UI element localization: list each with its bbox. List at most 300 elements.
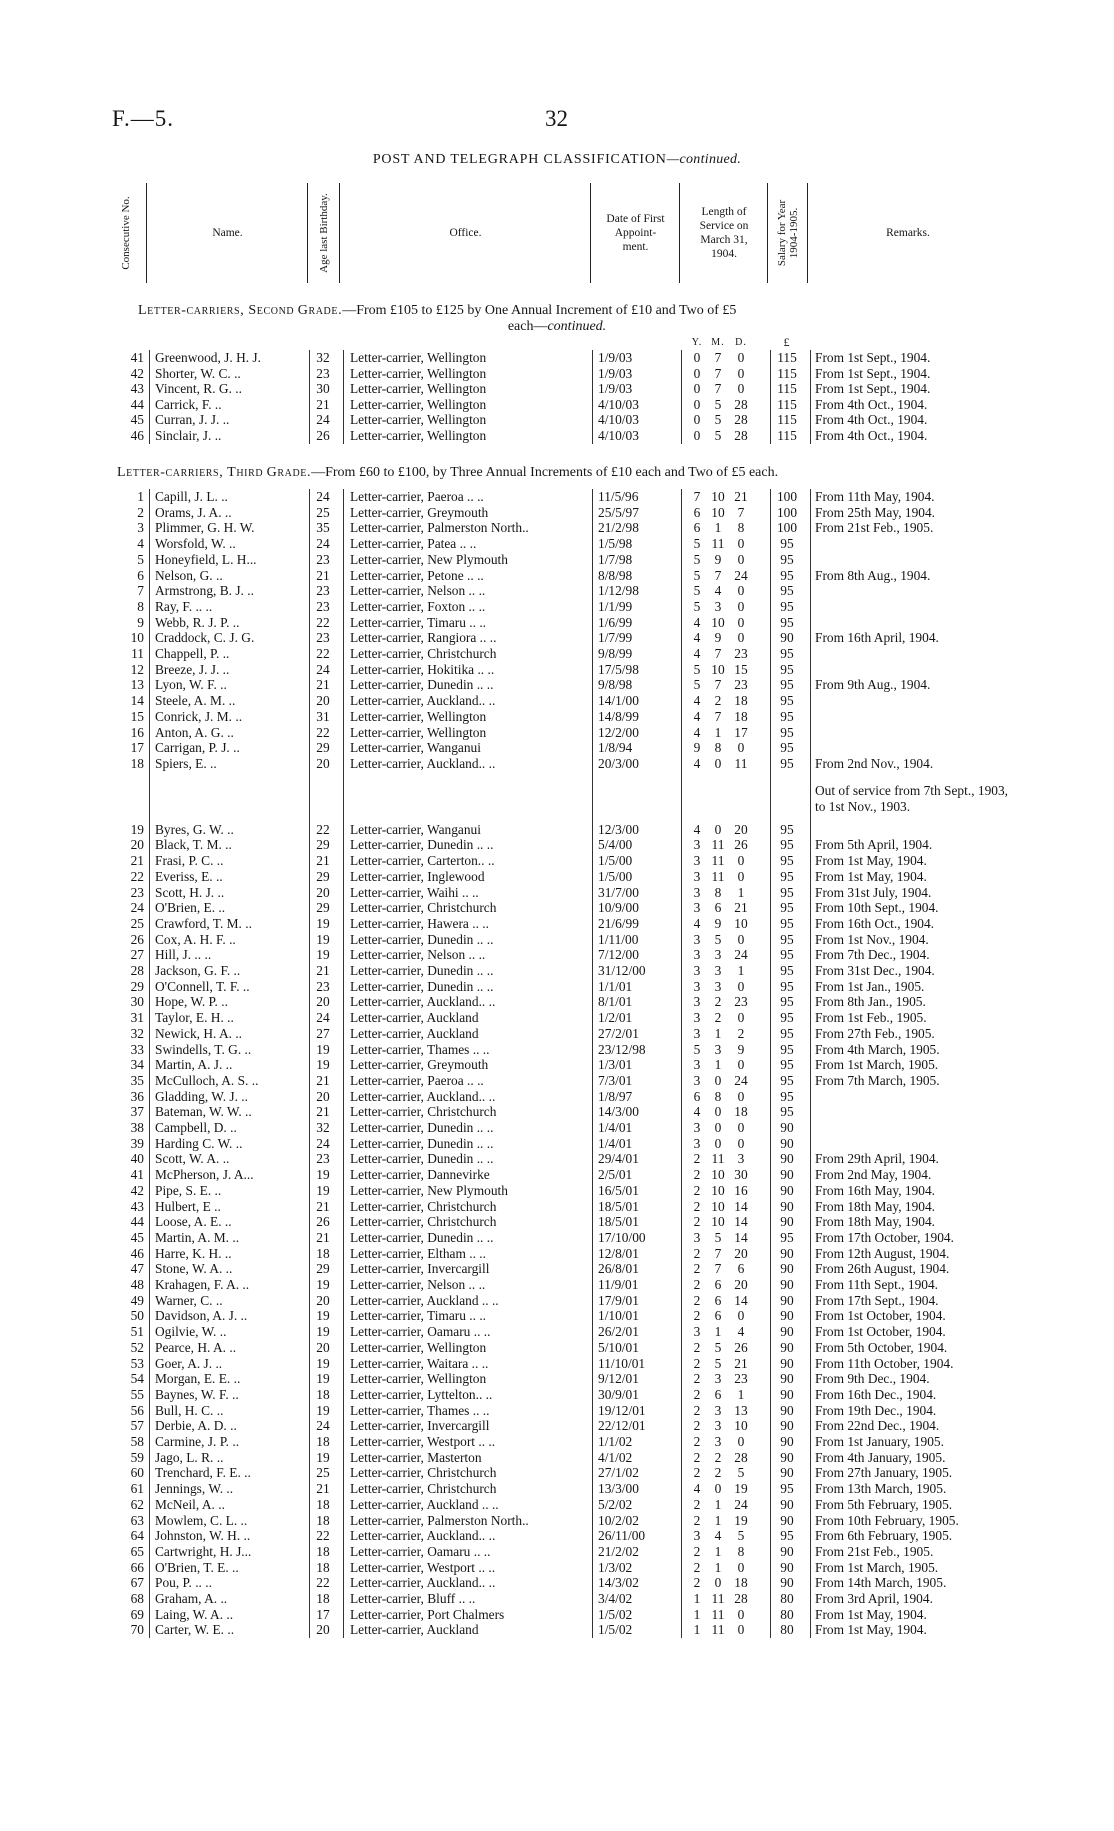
cell-remarks: From 8th Jan., 1905. bbox=[815, 994, 926, 1010]
cell-salary: 100 bbox=[776, 504, 798, 520]
cell-age: 19 bbox=[316, 947, 330, 963]
cell-months: 10 bbox=[711, 489, 725, 504]
cell-months: 8 bbox=[714, 884, 722, 900]
cell-name: O'Connell, T. F. .. bbox=[155, 978, 250, 994]
cell-date: 25/5/97 bbox=[598, 504, 639, 520]
cell-months: 7 bbox=[714, 365, 722, 381]
table-row bbox=[0, 1042, 1114, 1058]
cell-consecutive-no: 16 bbox=[130, 724, 144, 740]
cell-name: Derbie, A. D. .. bbox=[155, 1418, 237, 1434]
cell-days: 17 bbox=[734, 724, 748, 740]
column-rule bbox=[592, 489, 593, 1638]
cell-years: 3 bbox=[693, 963, 701, 978]
table-row bbox=[0, 1010, 1114, 1026]
cell-name: Scott, W. A. .. bbox=[155, 1151, 230, 1167]
cell-years: 5 bbox=[693, 677, 701, 693]
cell-office: Letter-carrier, Hokitika .. .. bbox=[350, 661, 495, 677]
cell-office: Letter-carrier, Wellington bbox=[350, 1371, 487, 1387]
cell-consecutive-no: 3 bbox=[137, 520, 144, 536]
column-rule bbox=[810, 489, 811, 1638]
cell-months: 0 bbox=[714, 1104, 722, 1120]
cell-months: 9 bbox=[714, 551, 722, 567]
cell-months: 8 bbox=[714, 740, 722, 756]
cell-office: Letter-carrier, Christchurch bbox=[350, 900, 497, 916]
cell-age: 31 bbox=[316, 708, 330, 724]
cell-months: 7 bbox=[714, 350, 722, 365]
cell-salary: 90 bbox=[780, 1135, 794, 1151]
cell-months: 6 bbox=[714, 1308, 722, 1324]
cell-name: Scott, H. J. .. bbox=[155, 884, 225, 900]
cell-date: 14/1/00 bbox=[598, 693, 639, 709]
cell-days: 23 bbox=[734, 646, 748, 661]
cell-age: 18 bbox=[316, 1559, 330, 1575]
cell-days: 0 bbox=[737, 583, 745, 599]
cell-days: 15 bbox=[734, 661, 748, 677]
cell-date: 5/4/00 bbox=[598, 837, 633, 853]
cell-salary: 95 bbox=[780, 740, 794, 756]
cell-months: 11 bbox=[711, 837, 725, 853]
cell-remarks: From 31st Dec., 1904. bbox=[815, 963, 935, 978]
cell-months: 2 bbox=[714, 693, 722, 709]
cell-years: 1 bbox=[693, 1606, 701, 1622]
cell-remarks: From 6th February, 1905. bbox=[815, 1528, 953, 1544]
cell-consecutive-no: 42 bbox=[130, 1182, 144, 1198]
cell-days: 28 bbox=[734, 428, 748, 443]
cell-office: Letter-carrier, Wellington bbox=[350, 1339, 487, 1355]
cell-name: Bull, H. C. .. bbox=[155, 1402, 224, 1418]
cell-days: 16 bbox=[734, 1182, 748, 1198]
unit-pounds: £ bbox=[783, 335, 791, 349]
cell-years: 6 bbox=[693, 1088, 701, 1104]
cell-years: 5 bbox=[693, 567, 701, 583]
cell-office: Letter-carrier, Dunedin .. .. bbox=[350, 677, 494, 693]
cell-name: Graham, A. .. bbox=[155, 1591, 228, 1606]
cell-remarks: From 1st May, 1904. bbox=[815, 868, 927, 884]
cell-office: Letter-carrier, Timaru .. .. bbox=[350, 614, 487, 630]
cell-name: Carrigan, P. J. .. bbox=[155, 740, 240, 756]
cell-years: 2 bbox=[693, 1559, 701, 1575]
cell-date: 31/12/00 bbox=[598, 963, 646, 978]
cell-years: 4 bbox=[693, 755, 701, 771]
table-row bbox=[0, 583, 1114, 599]
table-row bbox=[0, 1120, 1114, 1136]
cell-consecutive-no: 13 bbox=[130, 677, 144, 693]
cell-days: 0 bbox=[737, 350, 745, 365]
cell-years: 3 bbox=[693, 884, 701, 900]
cell-date: 8/8/98 bbox=[598, 567, 633, 583]
column-rule bbox=[592, 350, 593, 444]
cell-consecutive-no: 25 bbox=[130, 915, 144, 931]
cell-salary: 95 bbox=[780, 693, 794, 709]
cell-months: 1 bbox=[714, 1543, 722, 1559]
table-row bbox=[0, 397, 1114, 413]
cell-date: 9/12/01 bbox=[598, 1371, 639, 1387]
cell-age: 21 bbox=[316, 567, 330, 583]
cell-name: Anton, A. G. .. bbox=[155, 724, 234, 740]
cell-years: 2 bbox=[693, 1449, 701, 1465]
cell-office: Letter-carrier, Wellington bbox=[350, 708, 487, 724]
cell-date: 9/8/98 bbox=[598, 677, 633, 693]
cell-office: Letter-carrier, Wellington bbox=[350, 412, 487, 428]
cell-months: 7 bbox=[714, 708, 722, 724]
cell-salary: 95 bbox=[780, 583, 794, 599]
cell-salary: 90 bbox=[780, 1512, 794, 1528]
table-row bbox=[0, 1513, 1114, 1529]
cell-years: 3 bbox=[693, 978, 701, 994]
cell-age: 19 bbox=[316, 1402, 330, 1418]
cell-days: 28 bbox=[734, 412, 748, 428]
column-rule bbox=[770, 489, 771, 1638]
cell-months: 0 bbox=[714, 1481, 722, 1497]
cell-name: McNeil, A. .. bbox=[155, 1496, 225, 1512]
table-row bbox=[0, 1073, 1114, 1089]
cell-consecutive-no: 44 bbox=[130, 1214, 144, 1230]
cell-days: 7 bbox=[737, 504, 745, 520]
cell-age: 23 bbox=[316, 598, 330, 614]
table-row bbox=[0, 505, 1114, 521]
cell-consecutive-no: 20 bbox=[130, 837, 144, 853]
cell-date: 1/9/03 bbox=[598, 350, 633, 365]
cell-office: Letter-carrier, Dunedin .. .. bbox=[350, 1135, 494, 1151]
cell-office: Letter-carrier, Bluff .. .. bbox=[350, 1591, 476, 1606]
cell-date: 19/12/01 bbox=[598, 1402, 646, 1418]
cell-days: 0 bbox=[737, 1606, 745, 1622]
cell-salary: 95 bbox=[780, 598, 794, 614]
cell-salary: 90 bbox=[780, 1214, 794, 1230]
table-row bbox=[0, 1026, 1114, 1042]
cell-salary: 95 bbox=[780, 1104, 794, 1120]
cell-years: 5 bbox=[693, 536, 701, 552]
cell-age: 24 bbox=[316, 536, 330, 552]
cell-remarks: From 5th April, 1904. bbox=[815, 837, 933, 853]
cell-office: Letter-carrier, Rangiora .. .. bbox=[350, 630, 497, 646]
cell-office: Letter-carrier, Christchurch bbox=[350, 1481, 497, 1497]
cell-years: 3 bbox=[693, 1135, 701, 1151]
header-date bbox=[590, 183, 680, 283]
cell-remarks: From 27th January, 1905. bbox=[815, 1465, 953, 1481]
cell-date: 11/5/96 bbox=[598, 489, 639, 504]
cell-date: 4/10/03 bbox=[598, 428, 639, 443]
header-date-label: Date of First Appoint-ment. bbox=[606, 213, 665, 253]
cell-name: Laing, W. A. .. bbox=[155, 1606, 234, 1622]
cell-office: Letter-carrier, Carterton.. .. bbox=[350, 853, 495, 869]
cell-months: 3 bbox=[714, 1418, 722, 1434]
cell-name: Goer, A. J. .. bbox=[155, 1355, 223, 1371]
cell-consecutive-no: 43 bbox=[130, 1198, 144, 1214]
cell-date: 21/6/99 bbox=[598, 915, 639, 931]
cell-date: 17/5/98 bbox=[598, 661, 639, 677]
cell-date: 14/3/00 bbox=[598, 1104, 639, 1120]
cell-age: 18 bbox=[316, 1543, 330, 1559]
cell-age: 22 bbox=[316, 1575, 330, 1591]
table-row bbox=[0, 1544, 1114, 1560]
cell-months: 11 bbox=[711, 1151, 725, 1167]
cell-years: 2 bbox=[693, 1402, 701, 1418]
cell-years: 1 bbox=[693, 1591, 701, 1606]
cell-name: Morgan, E. E. .. bbox=[155, 1371, 241, 1387]
cell-salary: 90 bbox=[780, 1339, 794, 1355]
cell-salary: 95 bbox=[780, 1528, 794, 1544]
cell-remarks: From 14th March, 1905. bbox=[815, 1575, 947, 1591]
cell-days: 30 bbox=[734, 1167, 748, 1183]
cell-salary: 90 bbox=[780, 1449, 794, 1465]
cell-months: 5 bbox=[714, 1355, 722, 1371]
cell-name: Curran, J. J. .. bbox=[155, 412, 230, 428]
cell-days: 26 bbox=[734, 1339, 748, 1355]
cell-office: Letter-carrier, Auckland bbox=[350, 1622, 479, 1638]
cell-age: 21 bbox=[316, 677, 330, 693]
cell-years: 4 bbox=[693, 646, 701, 661]
cell-name: Plimmer, G. H. W. bbox=[155, 520, 255, 536]
cell-name: Hill, J. .. .. bbox=[155, 947, 212, 963]
table-row bbox=[0, 1575, 1114, 1591]
cell-consecutive-no: 7 bbox=[137, 583, 144, 599]
cell-age: 27 bbox=[316, 1025, 330, 1041]
cell-office: Letter-carrier, Dunedin .. .. bbox=[350, 1120, 494, 1135]
cell-days: 0 bbox=[737, 365, 745, 381]
cell-salary: 90 bbox=[780, 1543, 794, 1559]
cell-office: Letter-carrier, Auckland bbox=[350, 1025, 479, 1041]
cell-remarks: From 5th October, 1904. bbox=[815, 1339, 948, 1355]
cell-consecutive-no: 30 bbox=[130, 994, 144, 1010]
cell-years: 2 bbox=[693, 1292, 701, 1308]
grade2-heading-grade: Grade. bbox=[297, 303, 343, 318]
cell-office: Letter-carrier, Waitara .. .. bbox=[350, 1355, 489, 1371]
cell-name: Craddock, C. J. G. bbox=[155, 630, 255, 646]
cell-salary: 90 bbox=[780, 1151, 794, 1167]
section-title-main: POST AND TELEGRAPH CLASSIFICATION bbox=[372, 152, 667, 167]
cell-years: 2 bbox=[693, 1575, 701, 1591]
cell-consecutive-no: 15 bbox=[130, 708, 144, 724]
cell-days: 0 bbox=[737, 740, 745, 756]
cell-date: 1/4/01 bbox=[598, 1135, 633, 1151]
cell-consecutive-no: 39 bbox=[130, 1135, 144, 1151]
cell-days: 2 bbox=[737, 1025, 745, 1041]
cell-remarks: From 19th Dec., 1904. bbox=[815, 1402, 937, 1418]
cell-remarks: From 25th May, 1904. bbox=[815, 504, 936, 520]
cell-salary: 95 bbox=[780, 1025, 794, 1041]
cell-salary: 90 bbox=[780, 630, 794, 646]
cell-remarks: From 1st October, 1904. bbox=[815, 1324, 946, 1340]
cell-date: 1/5/00 bbox=[598, 868, 633, 884]
cell-age: 19 bbox=[316, 1277, 330, 1292]
cell-name: Trenchard, F. E. .. bbox=[155, 1465, 251, 1481]
cell-date: 5/2/02 bbox=[598, 1496, 633, 1512]
cell-remarks: From 17th Sept., 1904. bbox=[815, 1292, 939, 1308]
cell-consecutive-no: 18 bbox=[130, 755, 144, 771]
cell-days: 5 bbox=[737, 1465, 745, 1481]
cell-age: 24 bbox=[316, 1010, 330, 1026]
cell-consecutive-no: 70 bbox=[130, 1622, 144, 1638]
cell-salary: 90 bbox=[780, 1465, 794, 1481]
table-row bbox=[0, 869, 1114, 885]
cell-date: 17/9/01 bbox=[598, 1292, 639, 1308]
cell-name: Pipe, S. E. .. bbox=[155, 1182, 222, 1198]
cell-consecutive-no: 8 bbox=[137, 598, 144, 614]
cell-years: 0 bbox=[693, 396, 701, 412]
cell-salary: 90 bbox=[780, 1292, 794, 1308]
cell-months: 2 bbox=[714, 994, 722, 1010]
cell-age: 21 bbox=[316, 1104, 330, 1120]
cell-office: Letter-carrier, Dunedin .. .. bbox=[350, 931, 494, 947]
cell-days: 6 bbox=[737, 1261, 745, 1277]
table-row bbox=[0, 1199, 1114, 1215]
table-row bbox=[0, 1324, 1114, 1340]
cell-name: McCulloch, A. S. .. bbox=[155, 1072, 259, 1088]
cell-remarks: From 4th Oct., 1904. bbox=[815, 396, 928, 412]
cell-office: Letter-carrier, Eltham .. .. bbox=[350, 1245, 487, 1261]
cell-office: Letter-carrier, Nelson .. .. bbox=[350, 1277, 486, 1292]
cell-months: 3 bbox=[714, 978, 722, 994]
cell-salary: 95 bbox=[780, 821, 794, 837]
cell-years: 0 bbox=[693, 412, 701, 428]
cell-salary: 90 bbox=[780, 1167, 794, 1183]
table-row bbox=[0, 1246, 1114, 1262]
table-row bbox=[0, 837, 1114, 853]
cell-name: Honeyfield, L. H... bbox=[155, 551, 257, 567]
table-row bbox=[0, 1230, 1114, 1246]
cell-date: 2/5/01 bbox=[598, 1167, 633, 1183]
cell-salary: 90 bbox=[780, 1182, 794, 1198]
cell-months: 0 bbox=[714, 1072, 722, 1088]
cell-age: 29 bbox=[316, 837, 330, 853]
table-row bbox=[0, 1089, 1114, 1105]
cell-days: 1 bbox=[737, 963, 745, 978]
cell-months: 5 bbox=[714, 931, 722, 947]
cell-office: Letter-carrier, Oamaru .. .. bbox=[350, 1543, 491, 1559]
cell-salary: 95 bbox=[780, 1088, 794, 1104]
cell-date: 1/1/99 bbox=[598, 598, 633, 614]
cell-remarks: From 1st Sept., 1904. bbox=[815, 381, 931, 397]
cell-years: 3 bbox=[693, 1025, 701, 1041]
cell-remarks: From 10th Sept., 1904. bbox=[815, 900, 939, 916]
cell-years: 3 bbox=[693, 1528, 701, 1544]
cell-years: 3 bbox=[693, 853, 701, 869]
cell-consecutive-no: 67 bbox=[130, 1575, 144, 1591]
cell-consecutive-no: 23 bbox=[130, 884, 144, 900]
cell-days: 14 bbox=[734, 1198, 748, 1214]
cell-consecutive-no: 28 bbox=[130, 963, 144, 978]
table-row bbox=[0, 1528, 1114, 1544]
table-row bbox=[0, 900, 1114, 916]
cell-salary: 115 bbox=[777, 365, 797, 381]
cell-name: Mowlem, C. L. .. bbox=[155, 1512, 248, 1528]
cell-age: 19 bbox=[316, 1371, 330, 1387]
cell-name: Jackson, G. F. .. bbox=[155, 963, 241, 978]
cell-days: 19 bbox=[734, 1512, 748, 1528]
cell-months: 6 bbox=[714, 1386, 722, 1402]
cell-months: 1 bbox=[714, 1324, 722, 1340]
cell-date: 26/11/00 bbox=[598, 1528, 646, 1544]
cell-salary: 115 bbox=[777, 350, 797, 365]
cell-date: 4/10/03 bbox=[598, 412, 639, 428]
cell-months: 0 bbox=[714, 1575, 722, 1591]
cell-office: Letter-carrier, Auckland.. .. bbox=[350, 755, 496, 771]
cell-months: 2 bbox=[714, 1449, 722, 1465]
cell-remarks: From 4th Oct., 1904. bbox=[815, 428, 928, 443]
cell-consecutive-no: 11 bbox=[131, 646, 144, 661]
cell-age: 23 bbox=[316, 365, 330, 381]
cell-date: 1/5/00 bbox=[598, 853, 633, 869]
column-rule bbox=[149, 489, 150, 1638]
cell-remarks: From 1st October, 1904. bbox=[815, 1308, 946, 1324]
cell-years: 2 bbox=[693, 1277, 701, 1292]
header-name-label: Name. bbox=[212, 227, 243, 239]
cell-days: 21 bbox=[734, 900, 748, 916]
column-rule bbox=[309, 350, 310, 444]
cell-date: 1/9/03 bbox=[598, 365, 633, 381]
cell-office: Letter-carrier, Greymouth bbox=[350, 1057, 489, 1073]
header-remarks-label: Remarks. bbox=[886, 227, 930, 239]
cell-date: 1/4/01 bbox=[598, 1120, 633, 1135]
cell-remarks: From 1st May, 1904. bbox=[815, 853, 927, 869]
cell-age: 22 bbox=[316, 724, 330, 740]
cell-years: 2 bbox=[693, 1465, 701, 1481]
cell-salary: 95 bbox=[780, 900, 794, 916]
cell-salary: 90 bbox=[780, 1308, 794, 1324]
table-row bbox=[0, 1057, 1114, 1073]
cell-months: 0 bbox=[714, 755, 722, 771]
cell-name: Black, T. M. .. bbox=[155, 837, 232, 853]
cell-days: 13 bbox=[734, 1402, 748, 1418]
cell-date: 14/8/99 bbox=[598, 708, 639, 724]
cell-salary: 95 bbox=[780, 837, 794, 853]
cell-years: 5 bbox=[693, 583, 701, 599]
cell-days: 0 bbox=[737, 630, 745, 646]
cell-days: 20 bbox=[734, 1277, 748, 1292]
cell-consecutive-no: 5 bbox=[137, 551, 144, 567]
cell-days: 24 bbox=[734, 947, 748, 963]
cell-name: Armstrong, B. J. .. bbox=[155, 583, 254, 599]
cell-years: 3 bbox=[693, 947, 701, 963]
table-row bbox=[0, 552, 1114, 568]
cell-remarks: From 16th April, 1904. bbox=[815, 630, 939, 646]
column-rule bbox=[149, 350, 150, 444]
cell-age: 24 bbox=[316, 489, 330, 504]
cell-date: 11/10/01 bbox=[598, 1355, 646, 1371]
cell-office: Letter-carrier, Timaru .. .. bbox=[350, 1308, 487, 1324]
grade3-heading-grade: Grade. bbox=[266, 465, 312, 480]
header-age bbox=[307, 183, 340, 283]
cell-age: 22 bbox=[316, 614, 330, 630]
cell-days: 11 bbox=[734, 755, 748, 771]
table-row bbox=[0, 489, 1114, 505]
cell-name: Taylor, E. H. .. bbox=[155, 1010, 234, 1026]
cell-days: 0 bbox=[737, 1088, 745, 1104]
cell-salary: 95 bbox=[780, 853, 794, 869]
cell-years: 4 bbox=[693, 693, 701, 709]
cell-office: Letter-carrier, Auckland bbox=[350, 1010, 479, 1026]
cell-date: 1/9/03 bbox=[598, 381, 633, 397]
cell-days: 24 bbox=[734, 567, 748, 583]
cell-months: 10 bbox=[711, 661, 725, 677]
table-row bbox=[0, 756, 1114, 772]
cell-months: 2 bbox=[714, 1465, 722, 1481]
table-row bbox=[0, 1450, 1114, 1466]
cell-months: 1 bbox=[714, 1025, 722, 1041]
cell-name: Pou, P. .. .. bbox=[155, 1575, 212, 1591]
cell-months: 7 bbox=[714, 1245, 722, 1261]
cell-date: 22/12/01 bbox=[598, 1418, 646, 1434]
cell-consecutive-no: 36 bbox=[130, 1088, 144, 1104]
cell-consecutive-no: 69 bbox=[130, 1606, 144, 1622]
cell-years: 3 bbox=[693, 1057, 701, 1073]
cell-consecutive-no: 46 bbox=[130, 1245, 144, 1261]
cell-remarks: From 9th Dec., 1904. bbox=[815, 1371, 930, 1387]
table-row bbox=[0, 366, 1114, 382]
cell-office: Letter-carrier, Patea .. .. bbox=[350, 536, 477, 552]
cell-age: 19 bbox=[316, 1041, 330, 1057]
